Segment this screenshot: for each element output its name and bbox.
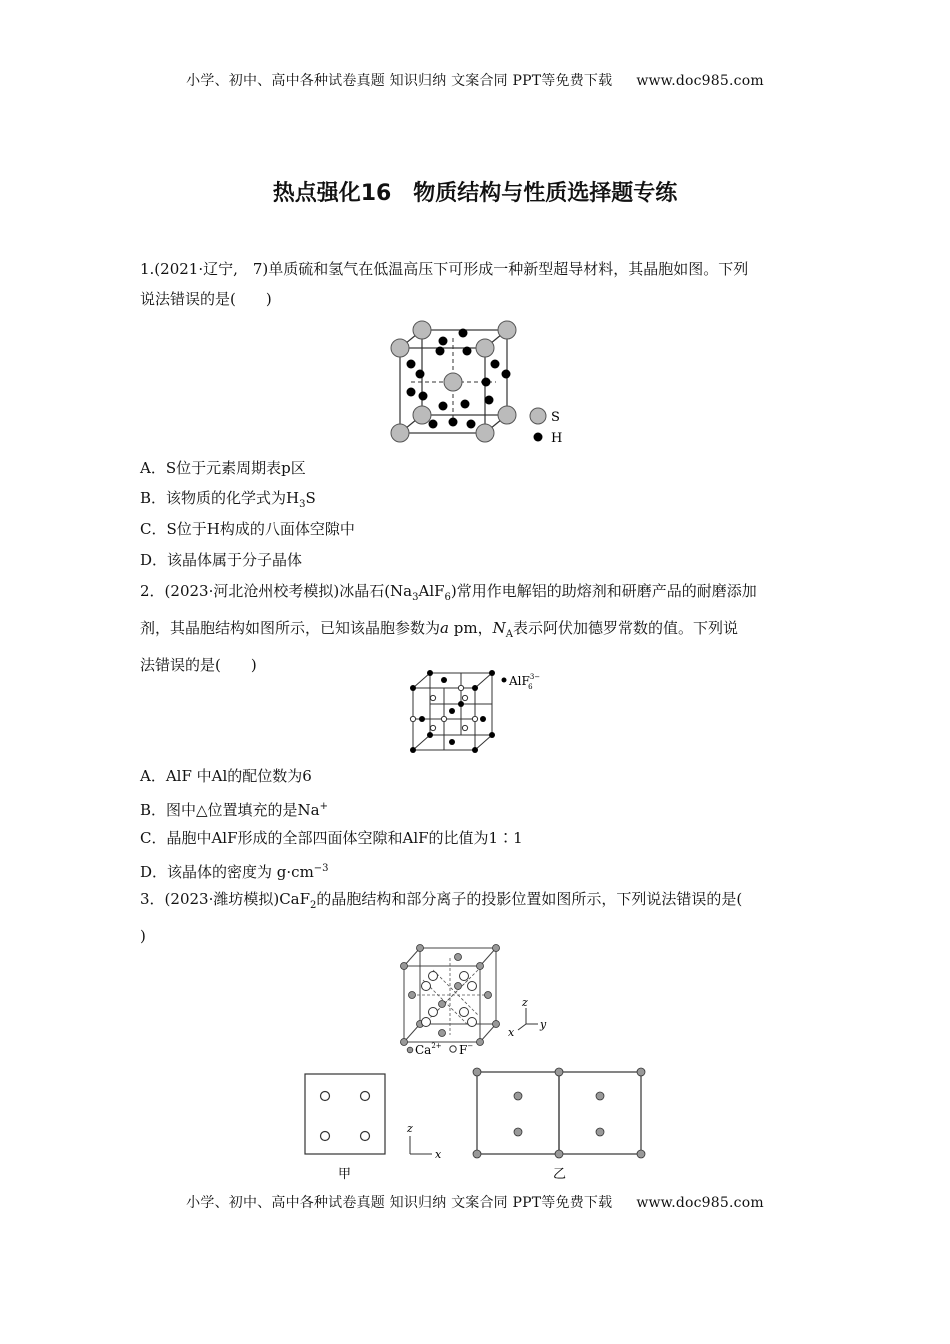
q3-stem-line2: ) — [140, 927, 146, 945]
q1-stem-line1: 1.(2021·辽宁, 7)单质硫和氢气在低温高压下可形成一种新型超导材料，其晶胞如图。下列 — [140, 260, 749, 278]
page-title: 热点强化16 物质结构与性质选择题专练 — [272, 181, 678, 206]
legend-s-icon — [530, 408, 546, 424]
q2-stem-line1: 2．(2023·河北沧州校考模拟)冰晶石$(Na_3AlF_6)$常用作电解铝的助熔剂和研磨产品的耐磨添加 — [140, 582, 757, 603]
q2-option-a: A．AlF 中Al的配位数为6 — [140, 767, 312, 785]
axis-y-label: y — [540, 1018, 547, 1031]
q2-option-c: C．晶胞中AlF形成的全部四面体空隙和AlF的比值为1∶1 — [140, 829, 523, 847]
footer-url[interactable]: www.doc985.com — [636, 1195, 764, 1211]
header-text: 小学、初中、高中各种试卷真题 知识归纳 文案合同 PPT等免费下载 — [186, 73, 613, 89]
q2-stem-line2: 剂，其晶胞结构如图所示，已知该晶胞参数为a pm，$N_A$表示阿伏加德罗常数的值。下列说 — [140, 619, 738, 640]
q1-option-c: C．S位于H构成的八面体空隙中 — [140, 520, 355, 538]
legend-f-label: F− — [459, 1042, 474, 1057]
legend-s-label: S — [551, 410, 560, 425]
q3-stem-line1: 3．(2023·潍坊模拟)CaF$_2$的晶胞结构和部分离子的投影位置如图所示，下列说法错误的是( — [140, 890, 743, 911]
projection-jia-square — [305, 1074, 385, 1154]
page-footer — [0, 1192, 950, 1212]
q3-projection-diagrams — [298, 1066, 658, 1184]
q2-option-d: D．该晶体的密度为 $g\cdot cm^{-3}$ — [140, 863, 329, 881]
projection-yi-left — [477, 1072, 559, 1154]
projection-yi-right — [559, 1072, 641, 1154]
page-header — [0, 70, 950, 90]
q3-crystal-diagram — [398, 940, 558, 1058]
header-url[interactable]: www.doc985.com — [636, 73, 764, 89]
q1-option-b: B．该物质的化学式为$H_3S$ — [140, 489, 316, 510]
legend-f-icon — [450, 1046, 456, 1052]
legend-h-label: H — [551, 431, 563, 446]
q2-stem-line3: 法错误的是( ) — [140, 656, 257, 674]
axis-z-label: z — [522, 996, 528, 1009]
q1-stem-line2: 说法错误的是( ) — [140, 290, 272, 308]
q1-crystal-diagram — [385, 318, 575, 448]
q2-crystal-diagram — [405, 668, 555, 754]
q1-option-a: A．S位于元素周期表p区 — [140, 459, 306, 477]
legend-ca-icon — [407, 1047, 413, 1053]
footer-text: 小学、初中、高中各种试卷真题 知识归纳 文案合同 PPT等免费下载 — [186, 1195, 613, 1211]
legend-ca-label: $Ca^{2+}$ — [415, 1042, 442, 1057]
q1-option-d: D．该晶体属于分子晶体 — [140, 551, 303, 569]
q2-option-b: B．图中△位置填充的是Na+ — [140, 801, 329, 819]
label-yi: 乙 — [553, 1167, 567, 1182]
legend-alf6-icon — [502, 678, 507, 683]
q1-stem — [140, 254, 812, 314]
legend-alf6-label: AlF$^{3-}$ 6 — [509, 673, 541, 691]
proj-axis-x: x — [435, 1148, 442, 1161]
legend-h-icon — [534, 433, 543, 442]
label-jia: 甲 — [338, 1167, 352, 1182]
axis-x-label: x — [508, 1026, 515, 1039]
proj-axis-z: z — [407, 1122, 413, 1135]
q2-stem — [140, 576, 812, 680]
